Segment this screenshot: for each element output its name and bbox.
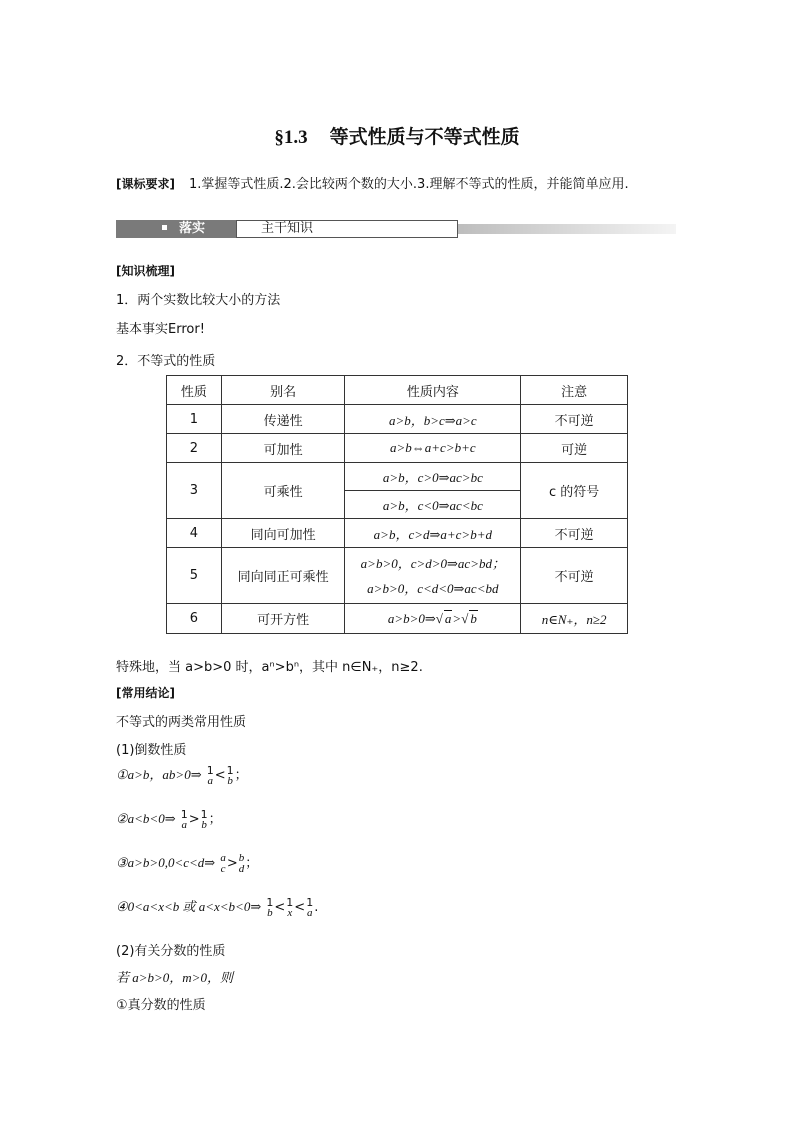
content-prefix: a>b>0⇒ — [387, 611, 436, 626]
property-number: 4 — [167, 519, 222, 548]
property-content: a>b，c>0⇒ac>bc — [345, 463, 521, 491]
denominator: c — [220, 862, 226, 875]
common-tag: [常用结论] — [116, 686, 175, 700]
c4-prefix: ④0<a<x<b 或 a<x<b<0⇒ — [116, 899, 262, 914]
property-alias: 可加性 — [221, 434, 345, 463]
suffix: ； — [234, 768, 248, 783]
c2-prefix: ②a<b<0⇒ — [116, 811, 176, 826]
fraction — [200, 809, 209, 831]
basic-fact: 基本事实Error! — [116, 322, 205, 337]
denominator: b — [267, 906, 273, 919]
fraction — [305, 897, 314, 919]
property-note: c 的符号 — [521, 463, 628, 519]
radical-icon: √ — [435, 611, 443, 626]
property-content: a>b⇔a+c>b+c — [345, 434, 521, 463]
requirement-text: 1.掌握等式性质.2.会比较两个数的大小.3.理解不等式的性质，并能简单应用. — [188, 177, 629, 192]
table-row — [167, 548, 628, 604]
numerator: b — [238, 851, 245, 864]
conclusion-3 — [116, 852, 258, 875]
property-content: a>b，c<0⇒ac<bc — [345, 491, 521, 519]
numerator: a — [220, 851, 226, 864]
radicand: b — [470, 611, 477, 626]
item-1: 1．两个实数比较大小的方法 — [116, 293, 281, 308]
banner-dark-label: 落实 — [179, 221, 206, 236]
property-content: a>b，c>d⇒a+c>b+d — [345, 519, 521, 548]
requirement-tag: [课标要求] — [116, 177, 175, 191]
square-bullet-icon — [162, 225, 167, 230]
knowledge-tag: [知识梳理] — [116, 264, 175, 278]
denominator: a — [207, 774, 213, 787]
denominator: b — [201, 818, 207, 831]
content-line: a>b>0，c>d>0⇒ac>bd； — [360, 555, 505, 571]
property-content — [345, 548, 521, 604]
numerator: 1 — [306, 895, 314, 909]
fraction — [226, 765, 235, 787]
table-row — [167, 519, 628, 548]
numerator: 1 — [180, 807, 188, 821]
suffix: ； — [245, 856, 259, 871]
numerator: 1 — [200, 807, 208, 821]
operator: < — [274, 900, 286, 915]
table-header: 性质 — [167, 376, 222, 405]
banner-light — [236, 220, 458, 238]
c1-prefix: ①a>b，ab>0⇒ — [116, 767, 202, 782]
table-row — [167, 463, 628, 491]
special-case: 特殊地，当 a>b>0 时，aⁿ>bⁿ，其中 n∈N₊，n≥2. — [116, 660, 423, 675]
property-content — [345, 604, 521, 634]
condition: 若 a>b>0，m>0，则 — [116, 970, 233, 985]
properties-table — [166, 375, 628, 634]
conclusion-2 — [116, 808, 222, 831]
operator: > — [226, 856, 238, 871]
proper-fraction-heading: ①真分数的性质 — [116, 998, 206, 1013]
numerator: 1 — [286, 895, 294, 909]
denominator: x — [287, 906, 293, 919]
banner-light-label: 主干知识 — [261, 221, 314, 236]
table-row — [167, 405, 628, 434]
property-number: 1 — [167, 405, 222, 434]
banner-gradient — [458, 224, 676, 234]
radical-icon: √ — [461, 611, 469, 626]
table-header: 别名 — [221, 376, 345, 405]
page-title — [0, 122, 794, 149]
suffix: ； — [208, 812, 222, 827]
table-header-row — [167, 376, 628, 405]
property-content: a>b，b>c⇒a>c — [345, 405, 521, 434]
numerator: 1 — [266, 895, 274, 909]
fraction — [285, 897, 294, 919]
property-alias: 同向可加性 — [221, 519, 345, 548]
table-row — [167, 604, 628, 634]
property-number: 5 — [167, 548, 222, 604]
table-header: 性质内容 — [345, 376, 521, 405]
numerator: 1 — [206, 763, 214, 777]
property-alias: 可乘性 — [221, 463, 345, 519]
subheading-1: (1)倒数性质 — [116, 743, 187, 758]
numerator: 1 — [226, 763, 234, 777]
conclusion-4 — [116, 896, 318, 919]
fraction — [219, 853, 227, 875]
title-text: 等式性质与不等式性质 — [329, 126, 520, 148]
item-2: 2．不等式的性质 — [116, 354, 216, 369]
property-alias: 传递性 — [221, 405, 345, 434]
c3-prefix: ③a>b>0,0<c<d⇒ — [116, 855, 216, 870]
property-number: 2 — [167, 434, 222, 463]
fraction — [206, 765, 215, 787]
banner-dark — [116, 220, 236, 238]
denominator: a — [181, 818, 187, 831]
denominator: a — [306, 906, 313, 919]
subheading-2: (2)有关分数的性质 — [116, 944, 226, 959]
table-row — [167, 434, 628, 463]
radicand: a — [444, 611, 452, 626]
suffix: . — [314, 900, 319, 915]
section-number: §1.3 — [274, 127, 308, 148]
property-alias: 可开方性 — [221, 604, 345, 634]
operator: > — [188, 812, 200, 827]
property-note: 不可逆 — [521, 548, 628, 604]
operator: < — [214, 768, 226, 783]
property-note: 不可逆 — [521, 405, 628, 434]
denominator: b — [227, 774, 233, 787]
property-alias: 同向同正可乘性 — [221, 548, 345, 604]
property-note: 不可逆 — [521, 519, 628, 548]
table-header: 注意 — [521, 376, 628, 405]
denominator: d — [238, 862, 245, 875]
section-banner — [116, 220, 676, 238]
property-number: 6 — [167, 604, 222, 634]
content-op: > — [452, 611, 462, 626]
conclusion-1 — [116, 764, 248, 787]
fraction — [180, 809, 189, 831]
operator: < — [294, 900, 306, 915]
property-note: 可逆 — [521, 434, 628, 463]
property-note: n∈N₊，n≥2 — [521, 604, 628, 634]
curriculum-requirement — [116, 173, 629, 192]
property-number: 3 — [167, 463, 222, 519]
common-intro: 不等式的两类常用性质 — [116, 715, 247, 730]
content-line: a>b>0，c<d<0⇒ac<bd — [367, 580, 499, 596]
